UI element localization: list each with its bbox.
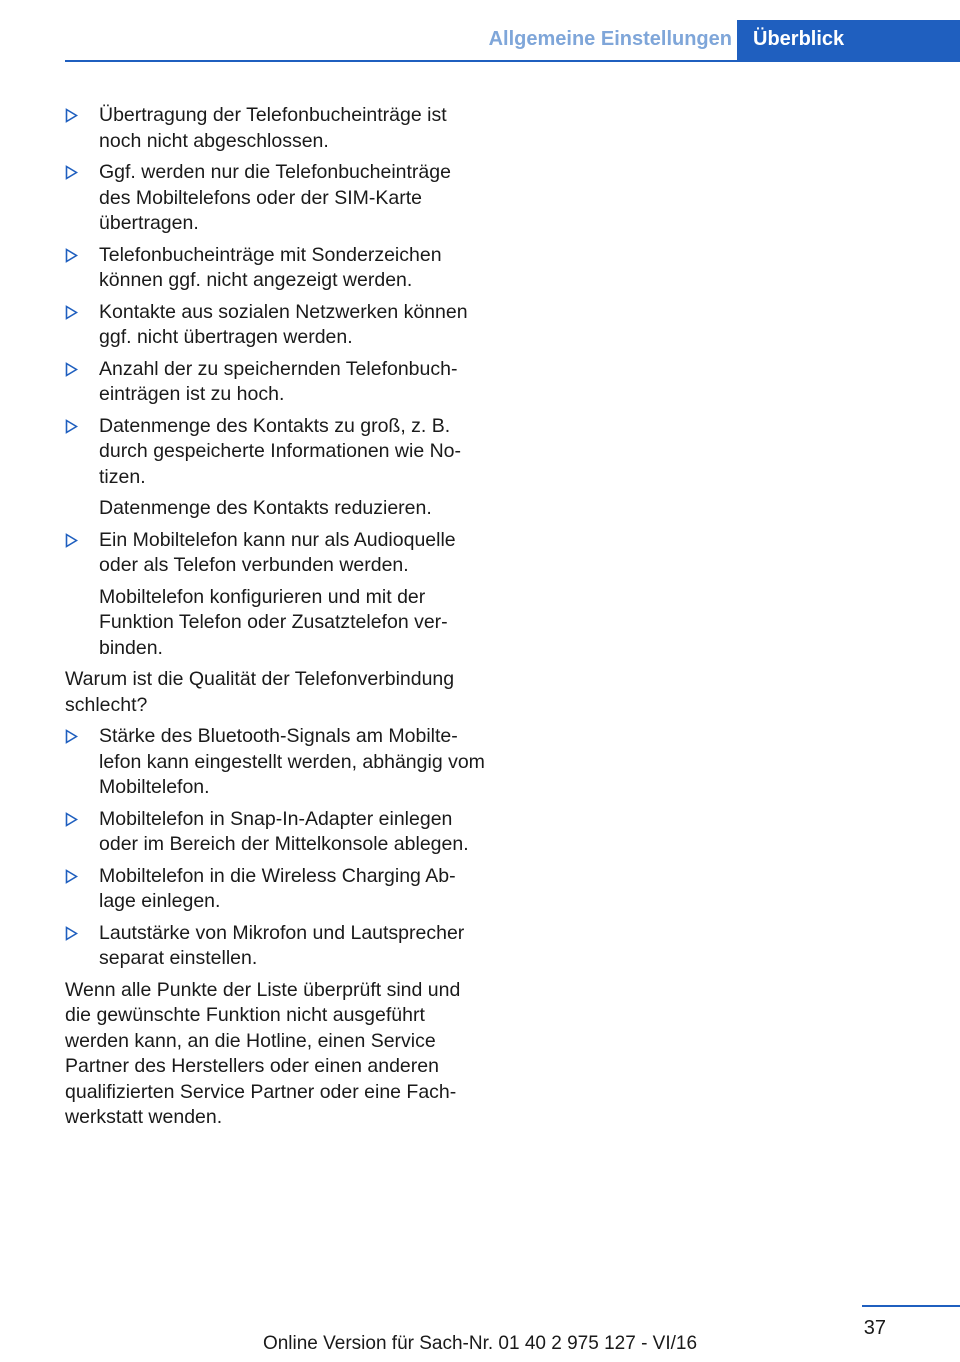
list-item (65, 414, 485, 522)
page-number: 37 (863, 1317, 886, 1339)
list-item-text: Kontakte aus sozialen Netzwerken können ggf. nicht übertragen werden. (99, 300, 468, 348)
triangle-bullet-icon (65, 533, 78, 548)
list-item-remedy: Datenmenge des Kontakts reduzieren. (99, 497, 432, 519)
triangle-bullet-icon (65, 108, 78, 123)
triangle-bullet-icon (65, 869, 78, 884)
triangle-bullet-icon (65, 812, 78, 827)
main-content (65, 103, 485, 1137)
list-item-text: Stärke des Bluetooth-Signals am Mobilte-lefon kann eingestellt werden, abhängig vom Mobiltelefon. (99, 725, 485, 798)
list-item (65, 160, 485, 237)
section-title: Allgemeine Einstellungen (488, 28, 732, 50)
triangle-bullet-icon (65, 926, 78, 941)
list-item-text: Ein Mobiltelefon kann nur als Audioquelle oder als Telefon verbunden werden. (99, 528, 456, 576)
footer-rule (862, 1305, 960, 1307)
list-item-text: Ggf. werden nur die Telefonbucheinträge des Mobiltelefons oder der SIM-Karte übertragen. (99, 161, 451, 234)
list-item (65, 243, 485, 294)
list-item-text: Lautstärke von Mikrofon und Lautsprecher separat einstellen. (99, 921, 465, 969)
triangle-bullet-icon (65, 305, 78, 320)
list-item (65, 357, 485, 408)
bullet-list-phonebook (65, 103, 485, 661)
list-item (65, 724, 485, 801)
list-item (65, 103, 485, 154)
triangle-bullet-icon (65, 419, 78, 434)
list-item-text: Mobiltelefon in Snap-In-Adapter einlegen oder im Bereich der Mittelkonsole ablegen. (99, 807, 469, 855)
list-item (65, 528, 485, 662)
closing-paragraph: Wenn alle Punkte der Liste überprüft sind und die gewünschte Funktion nicht ausgeführt werden kann, an die Hotline, einen Service Partner des Herstellers oder einen anderen qualifizierten Service Partner oder eine Fach-werkstatt wenden. (65, 978, 461, 1128)
bullet-list-call-quality (65, 724, 485, 972)
list-item-text: Datenmenge des Kontakts zu groß, z. B. durch gespeicherte Informationen wie No-tizen. (99, 414, 462, 488)
list-item-text: Mobiltelefon in die Wireless Charging Ab-lage einlegen. (99, 864, 456, 912)
chapter-tab: Überblick (737, 20, 960, 60)
triangle-bullet-icon (65, 729, 78, 744)
triangle-bullet-icon (65, 248, 78, 263)
online-version-note: Online Version für Sach-Nr. 01 40 2 975 127 - VI/16 (262, 1333, 698, 1354)
triangle-bullet-icon (65, 165, 78, 180)
list-item-text: Telefonbucheinträge mit Sonderzeichen können ggf. nicht angezeigt werden. (99, 243, 442, 291)
list-item-remedy: Mobiltelefon konfigurieren und mit der Funktion Telefon oder Zusatztelefon ver-binden. (99, 585, 448, 659)
list-item-text: Übertragung der Telefonbucheinträge ist noch nicht abgeschlossen. (99, 104, 447, 152)
triangle-bullet-icon (65, 362, 78, 377)
page-header (0, 0, 960, 62)
list-item (65, 921, 485, 972)
list-item-text: Anzahl der zu speichernden Telefonbuch-einträgen ist zu hoch. (99, 357, 458, 405)
list-item (65, 807, 485, 858)
question-heading: Warum ist die Qualität der Telefonverbindung schlecht? (65, 668, 455, 716)
list-item (65, 864, 485, 915)
list-item (65, 300, 485, 351)
header-rule (65, 60, 960, 62)
